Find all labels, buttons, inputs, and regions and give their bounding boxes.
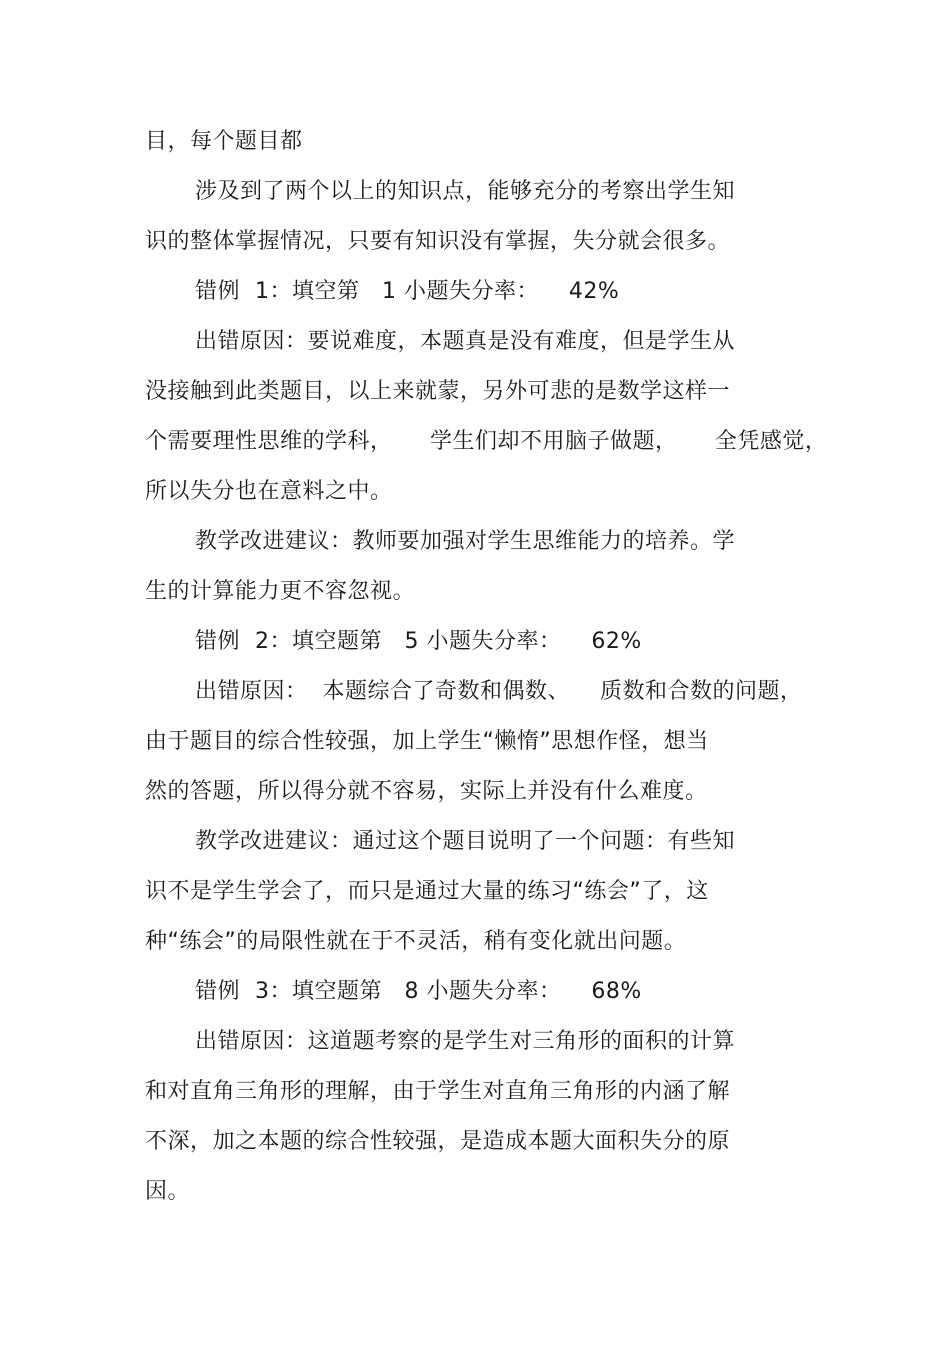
paragraph-start-line: 出错原因： 本题综合了奇数和偶数、 质数和合数的问题， — [195, 679, 803, 704]
paragraph-start-line: 出错原因：这道题考察的是学生对三角形的面积的计算 — [195, 1029, 736, 1054]
error-example-heading: 错例 3：填空题第 8 小题失分率： 68% — [195, 979, 642, 1004]
text-line: 种“练会”的局限性就在于不灵活，稍有变化就出问题。 — [145, 929, 687, 954]
text-line: 目，每个题目都 — [145, 129, 303, 154]
text-line: 由于题目的综合性较强，加上学生“懒惰”思想作怪，想当 — [145, 729, 709, 754]
error-example-heading: 错例 2：填空题第 5 小题失分率： 62% — [195, 629, 642, 654]
text-line: 然的答题，所以得分就不容易，实际上并没有什么难度。 — [145, 779, 708, 804]
text-line: 和对直角三角形的理解，由于学生对直角三角形的内涵了解 — [145, 1079, 731, 1104]
paragraph-start-line: 教学改进建议：教师要加强对学生思维能力的培养。学 — [195, 529, 736, 554]
error-example-heading: 错例 1：填空第 1 小题失分率： 42% — [195, 279, 620, 304]
text-line: 所以失分也在意料之中。 — [145, 479, 393, 504]
paragraph-start-line: 教学改进建议：通过这个题目说明了一个问题：有些知 — [195, 829, 736, 854]
text-line: 因。 — [145, 1179, 191, 1204]
text-line: 生的计算能力更不容忽视。 — [145, 579, 416, 604]
text-line: 个需要理性思维的学科， 学生们却不用脑子做题， 全凭感觉， — [145, 429, 828, 454]
paragraph-start-line: 出错原因：要说难度，本题真是没有难度，但是学生从 — [195, 329, 736, 354]
text-line: 没接触到此类题目，以上来就蒙，另外可悲的是数学这样一 — [145, 379, 731, 404]
paragraph-start-line: 涉及到了两个以上的知识点，能够充分的考察出学生知 — [195, 179, 736, 204]
text-line: 识的整体掌握情况，只要有知识没有掌握，失分就会很多。 — [145, 229, 731, 254]
text-line: 识不是学生学会了，而只是通过大量的练习“练会”了，这 — [145, 879, 709, 904]
text-line: 不深，加之本题的综合性较强，是造成本题大面积失分的原 — [145, 1129, 731, 1154]
